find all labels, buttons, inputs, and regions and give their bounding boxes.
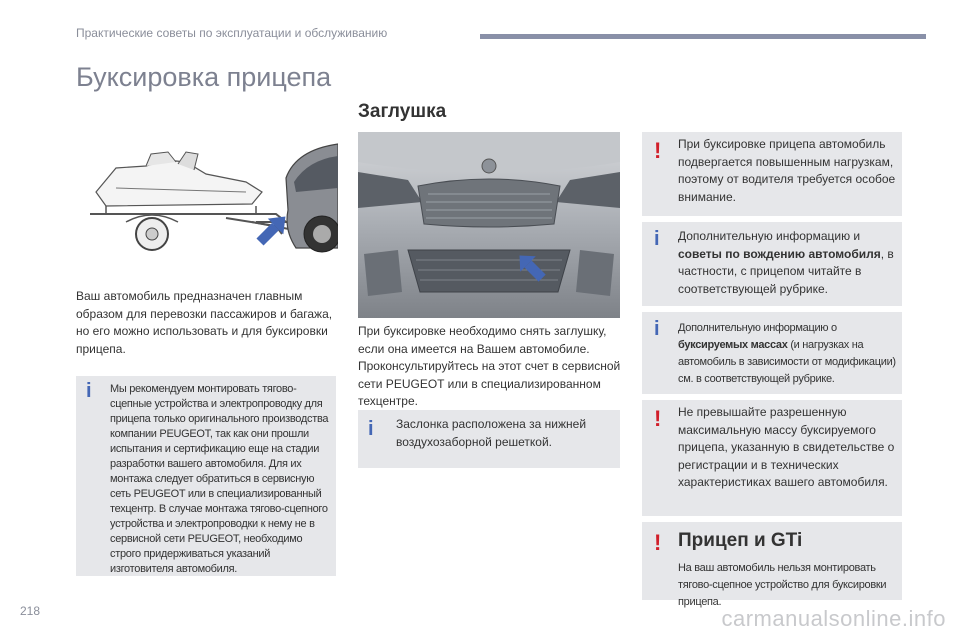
warning-box-2-text: Не превышайте разрешенную максимальную массу буксируемого прицепа, указанную в свидетельстве о регистрации и в технических характеристиках вашего автомобиля.: [678, 405, 895, 489]
page-title: Буксировка прицепа: [76, 62, 332, 92]
plug-text: При буксировке необходимо снять заглушку, если она имеется на Вашем автомобиле. Проконсультируйтесь на этот счет в сервисной сети PEUGEOT или в специализированном техцентре.: [358, 324, 621, 408]
info-driving-bold: советы по вождению автомобиля: [678, 246, 881, 261]
info-box-left: [76, 376, 336, 576]
warning-icon: !: [654, 138, 662, 163]
gti-box: [642, 522, 902, 608]
info-box-left-text: Мы рекомендуем монтировать тягово-сцепные устройства и электропроводку для прицепа только оригинального производства компании PEUGEOT, так как они прошли испытания и сертификацию еще на стадии разработки вашего автомобиля. Для их монтажа следует обратиться в сервисную сеть PEUGEOT или в специализированный техцентр. В случае монтажа тягово-сцепного устройства и электропроводки к нему не в сервисной сети PEUGEOT, необходимо строго придерживаться указаний изготовителя автомобиля.: [110, 383, 329, 575]
info-box-masses-text: [678, 320, 900, 388]
car-front-photo: [358, 132, 620, 318]
info-icon: i: [654, 228, 660, 250]
intro-text: Ваш автомобиль предназначен главным образом для перевозки пассажиров и багажа, но его можно использовать и для буксировки прицепа.: [76, 289, 333, 356]
trailer-illustration-svg: [76, 130, 338, 270]
section-title-plug: Заглушка: [358, 101, 447, 122]
info-masses-bold: буксируемых массах: [678, 339, 788, 351]
car-front-photo-svg: [358, 132, 620, 318]
info-icon: i: [654, 318, 660, 340]
info-box-plug-text: Заслонка расположена за нижней воздухозаборной решеткой.: [396, 417, 587, 449]
info-box-masses: [642, 312, 902, 394]
info-icon: i: [368, 418, 374, 440]
header-bar: [480, 34, 926, 39]
gti-title: Прицеп и GTi: [678, 530, 803, 551]
info-driving-text-a: Дополнительную информацию и: [678, 229, 861, 243]
info-masses-text-a: Дополнительную информацию о: [678, 322, 837, 334]
info-masses-text-b: (и нагрузках на автомобиль в зависимости от модификации) см. в соответствующей рубрике.: [678, 339, 896, 385]
page-number: 218: [20, 604, 41, 618]
info-driving-text-b: , в частности, с прицепом читайте в соответствующей рубрике.: [678, 246, 894, 296]
warning-box-1-text: При буксировке прицепа автомобиль подвергается повышенным нагрузкам, поэтому от водителя требуется особое внимание.: [678, 137, 896, 204]
info-icon: i: [86, 380, 92, 402]
watermark: carmanualsonline.info: [721, 606, 946, 631]
warning-box-1: [642, 132, 902, 216]
warning-icon: !: [654, 530, 662, 555]
chapter-header: Практические советы по эксплуатации и обслуживанию: [76, 26, 388, 40]
info-box-driving-text: [678, 228, 900, 298]
trailer-illustration: [76, 130, 338, 270]
gti-text: На ваш автомобиль нельзя монтировать тягово-сцепное устройство для буксировки прицепа.: [678, 562, 887, 608]
warning-box-2: [642, 400, 902, 516]
warning-icon: !: [654, 406, 662, 431]
info-box-driving: [642, 222, 902, 306]
info-box-plug: [358, 410, 620, 468]
